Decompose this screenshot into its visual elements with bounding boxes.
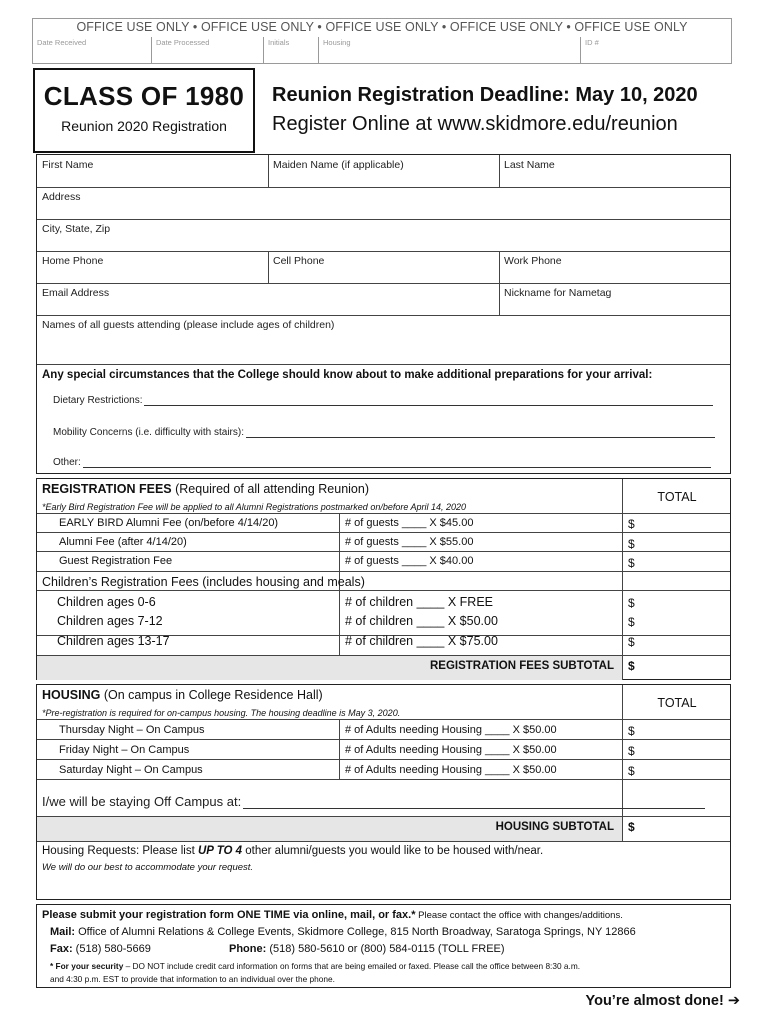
- children-0-6-total-field[interactable]: $: [628, 596, 635, 610]
- friday-total-field[interactable]: $: [628, 744, 635, 758]
- security-notice: [50, 961, 580, 971]
- cell-phone-field[interactable]: Cell Phone: [273, 255, 325, 267]
- fees-total-header: TOTAL: [657, 490, 697, 504]
- registration-fees-title: [42, 482, 369, 496]
- office-initials: Initials: [263, 37, 318, 64]
- housing-subtotal-field[interactable]: $: [628, 820, 635, 834]
- office-date-received: Date Received: [37, 38, 87, 47]
- registration-fees-section: [36, 478, 731, 680]
- housing-requests-pre: Housing Requests: Please list: [42, 845, 198, 857]
- class-title-box: [33, 68, 255, 153]
- friday-adults-field[interactable]: # of Adults needing Housing ____ X $50.00: [345, 744, 557, 756]
- almost-done-footer: [586, 993, 741, 1009]
- mail-label: Mail:: [50, 926, 76, 938]
- submission-info-section: [36, 904, 731, 988]
- address-field[interactable]: Address: [42, 191, 81, 203]
- phone-label: Phone:: [229, 943, 267, 955]
- mobility-concerns-field[interactable]: [53, 427, 715, 438]
- registration-fees-title-rest: (Required of all attending Reunion): [171, 482, 369, 496]
- registration-subtotal-label: REGISTRATION FEES SUBTOTAL: [429, 660, 614, 672]
- nickname-field[interactable]: Nickname for Nametag: [504, 287, 612, 299]
- class-subtitle: Reunion 2020 Registration: [61, 118, 227, 134]
- work-phone-field[interactable]: Work Phone: [504, 255, 562, 267]
- phone-number: [229, 943, 505, 955]
- office-use-banner: OFFICE USE ONLY • OFFICE USE ONLY • OFFICE USE ONLY • OFFICE USE ONLY • OFFICE USE ONLY: [76, 20, 688, 34]
- thursday-night-label: Thursday Night – On Campus: [59, 724, 205, 736]
- alumni-fee-label: Alumni Fee (after 4/14/20): [59, 536, 187, 548]
- children-7-12-count-field[interactable]: # of children ____ X $50.00: [345, 614, 498, 628]
- guest-fee-guests-field[interactable]: # of guests ____ X $40.00: [345, 555, 474, 567]
- housing-title-bold: HOUSING: [42, 688, 101, 702]
- mobility-label: Mobility Concerns (i.e. difficulty with stairs):: [53, 427, 244, 438]
- children-0-6-label: Children ages 0-6: [57, 595, 156, 609]
- registration-fees-title-bold: REGISTRATION FEES: [42, 482, 172, 496]
- city-state-zip-field[interactable]: City, State, Zip: [42, 223, 111, 235]
- housing-section: [36, 684, 731, 900]
- office-housing: Housing: [318, 37, 580, 64]
- saturday-total-field[interactable]: $: [628, 764, 635, 778]
- first-name-field[interactable]: First Name: [42, 159, 94, 171]
- housing-requests-note: We will do our best to accommodate your request.: [42, 862, 254, 873]
- other-field[interactable]: [53, 457, 711, 468]
- early-bird-guests-field[interactable]: # of guests ____ X $45.00: [345, 517, 474, 529]
- submit-instructions: [42, 909, 623, 921]
- saturday-adults-field[interactable]: # of Adults needing Housing ____ X $50.00: [345, 764, 557, 776]
- fax-number: [50, 943, 151, 955]
- housing-subtotal-label: HOUSING SUBTOTAL: [495, 821, 614, 833]
- guest-fee-total-field[interactable]: $: [628, 556, 635, 570]
- arrow-right-icon: ➔: [727, 993, 740, 1009]
- mail-address: [50, 926, 636, 938]
- mail-text: Office of Alumni Relations & College Events, Skidmore College, 815 North Broadway, Saratoga Springs, NY 12866: [75, 926, 636, 938]
- attendee-info-section: [36, 154, 731, 474]
- housing-requests-emph: UP TO 4: [197, 845, 243, 857]
- children-0-6-count-field[interactable]: # of children ____ X FREE: [345, 595, 493, 609]
- register-online-link[interactable]: Register Online at www.skidmore.edu/reunion: [272, 113, 678, 135]
- dietary-restrictions-field[interactable]: [53, 395, 713, 406]
- security-notice-line2: and 4:30 p.m. EST to provide that information to an individual over the phone.: [50, 974, 335, 984]
- housing-title-rest: (On campus in College Residence Hall): [100, 688, 323, 702]
- thursday-adults-field[interactable]: # of Adults needing Housing ____ X $50.00: [345, 724, 557, 736]
- phone-text: (518) 580-5610 or (800) 584-0115 (TOLL FREE): [266, 943, 505, 955]
- off-campus-field[interactable]: [42, 794, 705, 809]
- security-bold: * For your security: [50, 961, 124, 971]
- office-date-processed: Date Processed: [151, 37, 263, 64]
- friday-night-label: Friday Night – On Campus: [59, 744, 190, 756]
- housing-requests-post: other alumni/guests you would like to be housed with/near.: [242, 845, 544, 857]
- early-bird-total-field[interactable]: $: [628, 517, 635, 531]
- early-bird-fee-label: EARLY BIRD Alumni Fee (on/before 4/14/20): [59, 517, 279, 529]
- other-label: Other:: [53, 457, 81, 468]
- housing-title: [42, 688, 323, 702]
- registration-subtotal-field[interactable]: $: [628, 659, 635, 673]
- almost-done-text: You’re almost done!: [585, 993, 724, 1009]
- email-field[interactable]: Email Address: [42, 287, 110, 299]
- children-7-12-total-field[interactable]: $: [628, 615, 635, 629]
- alumni-fee-guests-field[interactable]: # of guests ____ X $55.00: [345, 536, 474, 548]
- thursday-total-field[interactable]: $: [628, 724, 635, 738]
- dietary-label: Dietary Restrictions:: [53, 395, 143, 406]
- special-circumstances-heading: Any special circumstances that the College should know about to make additional preparations for your arrival:: [42, 369, 653, 381]
- guest-fee-label: Guest Registration Fee: [59, 555, 173, 567]
- submit-instructions-bold: Please submit your registration form ONE TIME via online, mail, or fax.*: [42, 909, 416, 921]
- alumni-fee-total-field[interactable]: $: [628, 537, 635, 551]
- home-phone-field[interactable]: Home Phone: [42, 255, 104, 267]
- housing-preregistration-note: *Pre-registration is required for on-campus housing. The housing deadline is May 3, 2020.: [42, 708, 401, 718]
- saturday-night-label: Saturday Night – On Campus: [59, 764, 203, 776]
- early-bird-note: *Early Bird Registration Fee will be applied to all Alumni Registrations postmarked on/before April 14, 2020: [42, 502, 467, 512]
- office-use-strip: [32, 18, 732, 64]
- office-id: ID #: [580, 37, 732, 64]
- submit-instructions-rest: Please contact the office with changes/additions.: [415, 910, 623, 921]
- children-13-17-label: Children ages 13-17: [57, 634, 170, 648]
- fax-text: (518) 580-5669: [72, 943, 151, 955]
- children-fees-heading: Children’s Registration Fees (includes housing and meals): [42, 575, 365, 589]
- class-title: CLASS OF 1980: [43, 81, 245, 111]
- off-campus-label: I/we will be staying Off Campus at:: [42, 794, 242, 809]
- guests-field[interactable]: Names of all guests attending (please include ages of children): [42, 319, 335, 331]
- children-13-17-count-field[interactable]: # of children ____ X $75.00: [345, 634, 498, 648]
- registration-deadline: Reunion Registration Deadline: May 10, 2020: [272, 84, 698, 106]
- housing-total-header: TOTAL: [657, 696, 697, 710]
- maiden-name-field[interactable]: Maiden Name (if applicable): [273, 159, 404, 171]
- housing-requests-field[interactable]: [42, 845, 543, 857]
- security-rest: – DO NOT include credit card information on forms that are being emailed or faxed. Please call the office between 8:30 a.m.: [123, 961, 581, 971]
- children-13-17-total-field[interactable]: $: [628, 635, 635, 649]
- children-7-12-label: Children ages 7-12: [57, 614, 163, 628]
- last-name-field[interactable]: Last Name: [504, 159, 555, 171]
- fax-label: Fax:: [50, 943, 73, 955]
